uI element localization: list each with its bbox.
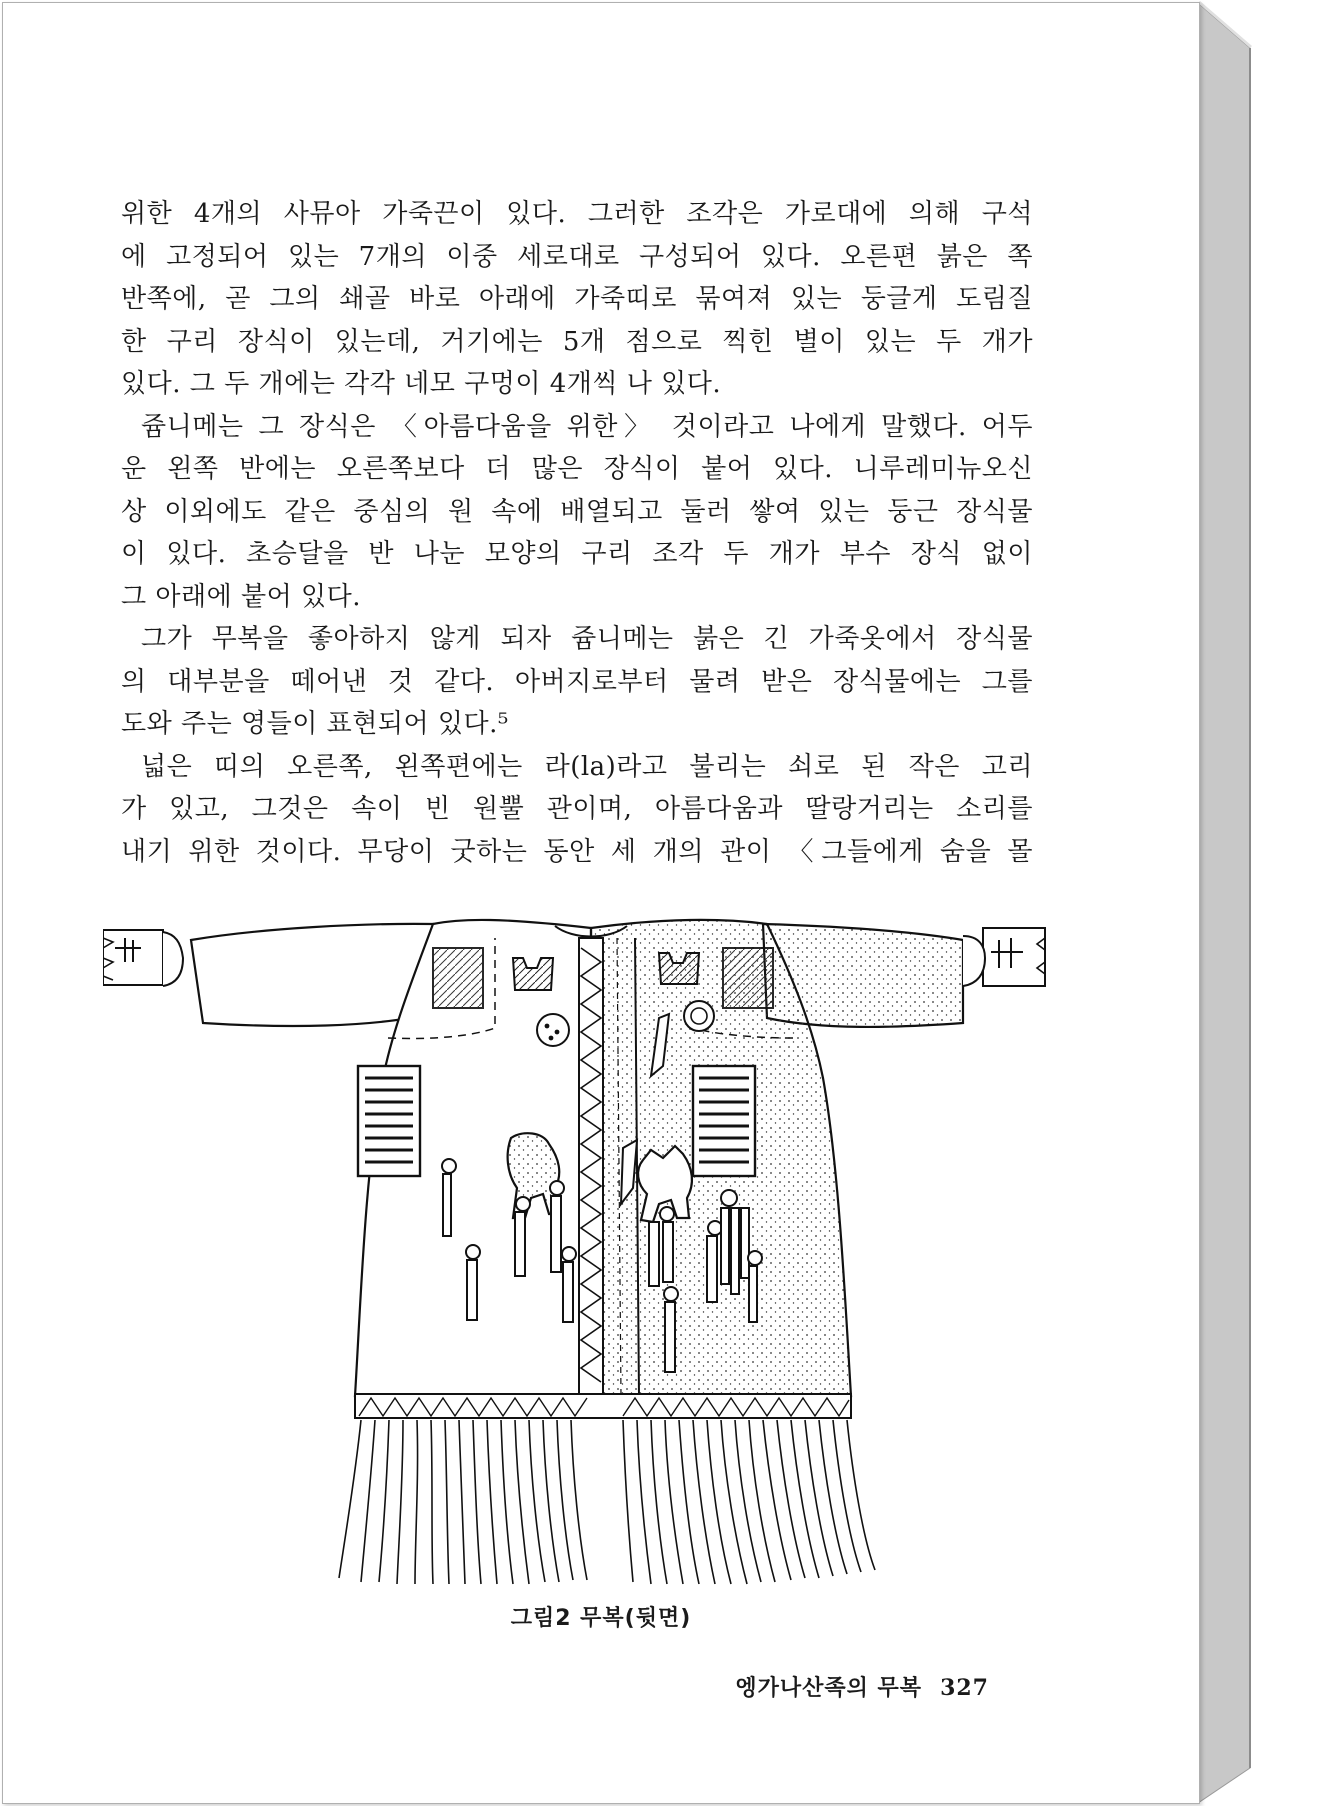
running-footer [735, 1671, 989, 1702]
shaman-robe-illustration [103, 918, 1063, 1598]
ladder-panel-left [358, 1066, 420, 1176]
running-title: 엥가나산족의 무복 [735, 1676, 923, 1701]
body-line: 그가 무복을 좋아하지 않게 되자 쥼니메는 붉은 긴 가죽옷에서 장식물 [141, 624, 1033, 654]
body-line: 에 고정되어 있는 7개의 이중 세로대로 구성되어 있다. 오른편 붉은 쪽 [121, 241, 1033, 272]
body-line: 반쪽에, 곧 그의 쇄골 바로 아래에 가죽띠로 묶여져 있는 둥글게 도림질 [121, 284, 1033, 314]
fringe [339, 1420, 875, 1584]
body-line: 도와 주는 영들이 표현되어 있다.⁵ [121, 709, 509, 739]
body-line: 한 구리 장식이 있는데, 거기에는 5개 점으로 찍힌 별이 있는 두 개가 [121, 326, 1033, 357]
body-line: 상 이외에도 같은 중심의 원 속에 배열되고 둘러 쌓여 있는 둥근 장식물 [121, 496, 1033, 527]
body-line: 그 아래에 붙어 있다. [121, 581, 361, 612]
figure-caption: 그림2 무복(뒷면) [510, 1606, 692, 1631]
body-line: 이 있다. 초승달을 반 나눈 모양의 구리 조각 두 개가 부수 장식 없이 [121, 539, 1033, 569]
book-page [2, 2, 1200, 1804]
body-line: 내기 위한 것이다. 무당이 굿하는 동안 세 개의 관이 〈그들에게 숨을 몰 [121, 836, 1033, 867]
body-line: 운 왼쪽 반에는 오른쪽보다 더 많은 장식이 붙어 있다. 니루레미뉴오신 [121, 454, 1033, 484]
body-line: 쥼니메는 그 장식은 〈아름다움을 위한〉 것이라고 나에게 말했다. 어두 [141, 411, 1033, 442]
body-line: 위한 4개의 사뮤아 가죽끈이 있다. 그러한 조각은 가로대에 의해 구석 [121, 199, 1033, 229]
body-text [121, 193, 1033, 873]
body-line: 가 있고, 그것은 속이 빈 원뿔 관이며, 아름다움과 딸랑거리는 소리를 [121, 794, 1033, 824]
ladder-panel-right [693, 1066, 755, 1176]
body-line: 있다. 그 두 개에는 각각 네모 구멍이 4개씩 나 있다. [121, 369, 722, 399]
page-number: 327 [940, 1675, 989, 1701]
body-line: 넓은 띠의 오른쪽, 왼쪽편에는 라(la)라고 불리는 쇠로 된 작은 고리 [141, 751, 1033, 782]
body-line: 의 대부분을 떼어낸 것 같다. 아버지로부터 물려 받은 장식물에는 그를 [121, 666, 1033, 697]
